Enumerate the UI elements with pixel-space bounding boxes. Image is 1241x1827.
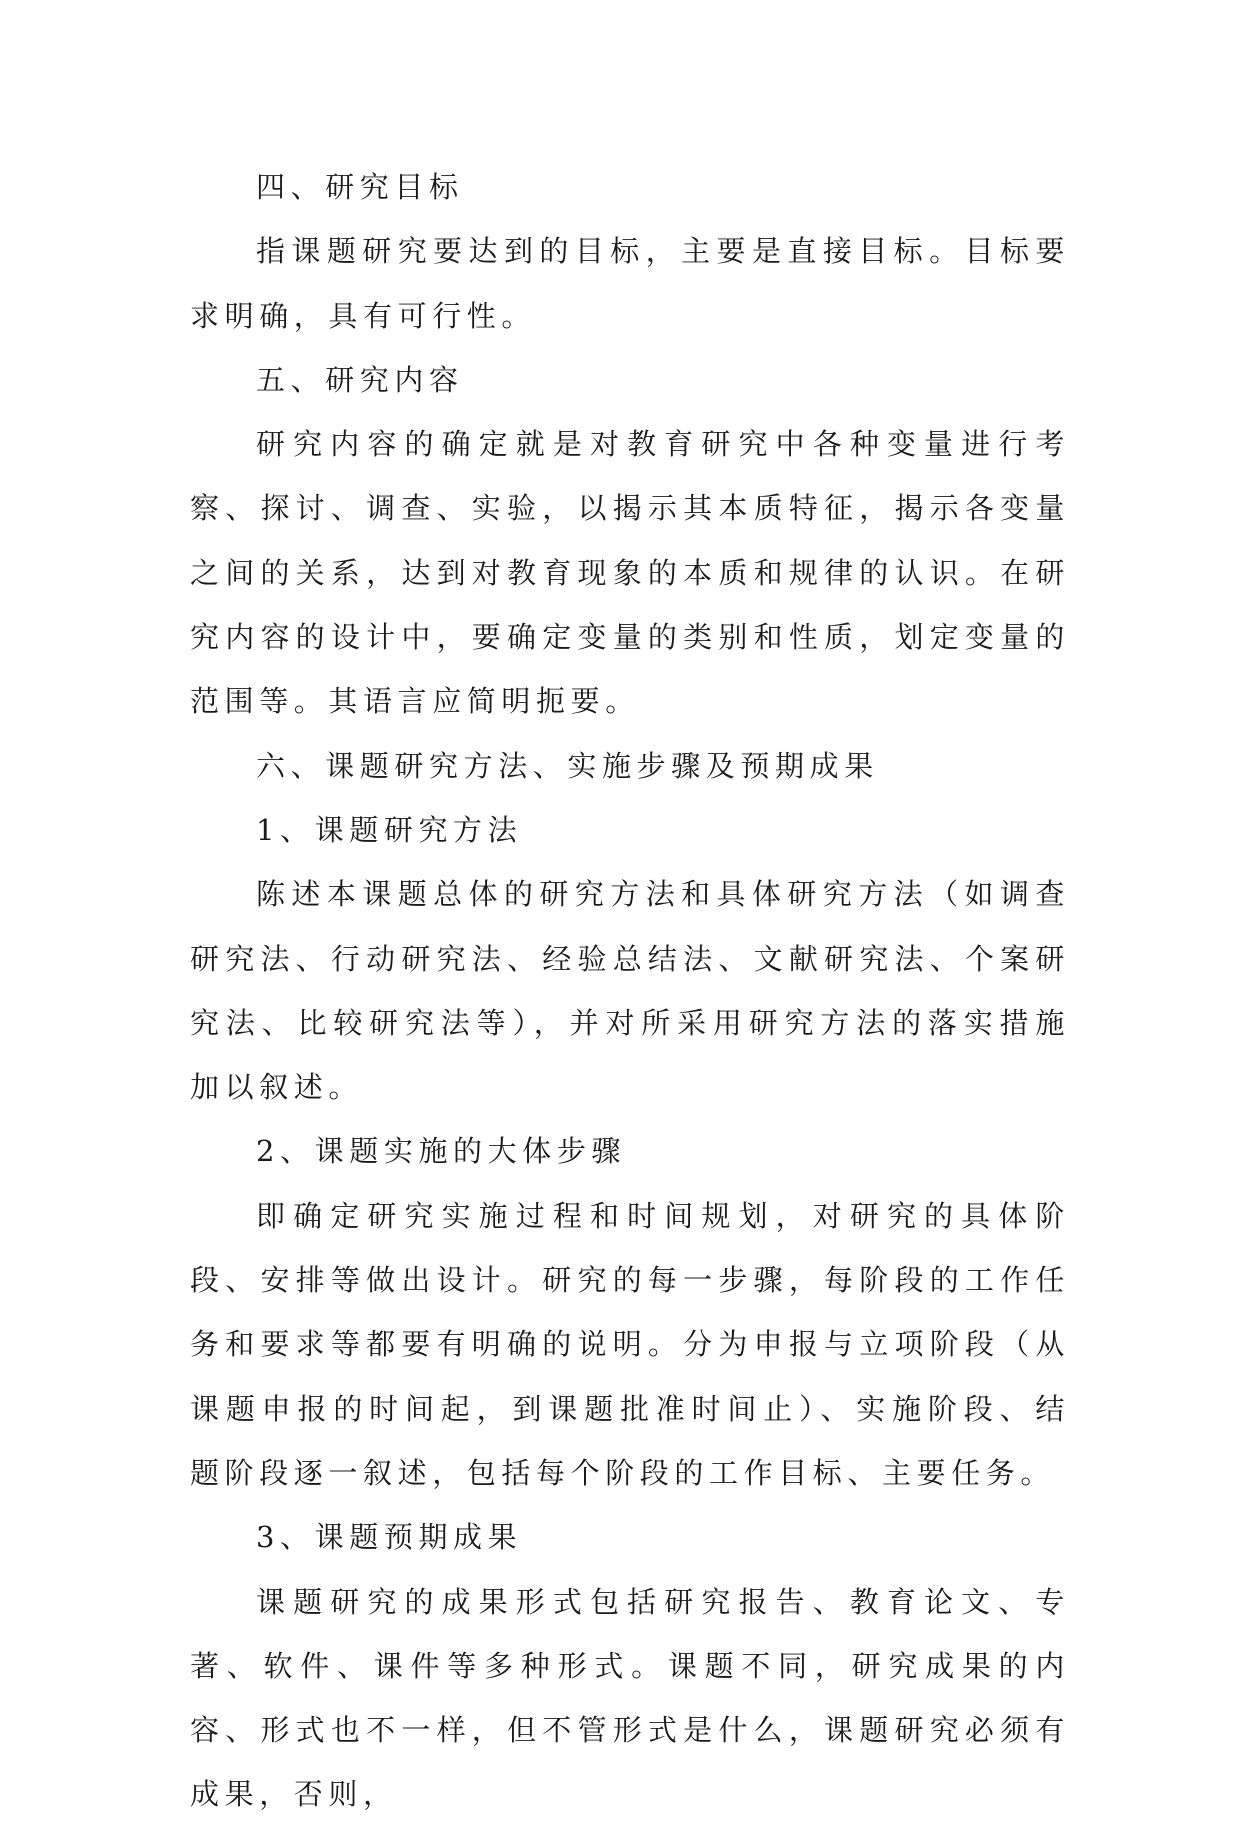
paragraph-research-goals: 指课题研究要达到的目标，主要是直接目标。目标要求明确，具有可行性。 [190,234,1070,333]
section-heading-research-content: 五、研究内容 [256,362,464,397]
paragraph-research-content: 研究内容的确定就是对教育研究中各种变量进行考察、探讨、调查、实验，以揭示其本质特征，揭示各变量之间的关系，达到对教育现象的本质和规律的认识。在研究内容的设计中，要确定变量的类别和性质，划定变量的范围等。其语言应简明扼要。 [190,427,1070,719]
paragraph-research-methods: 陈述本课题总体的研究方法和具体研究方法（如调查研究法、行动研究法、经验总结法、文献研究法、个案研究法、比较研究法等），并对所采用研究方法的落实措施加以叙述。 [190,877,1070,1105]
subheading-expected-results: 3、课题预期成果 [256,1520,523,1555]
section-heading-research-goals: 四、研究目标 [256,170,464,204]
subheading-implementation-steps: 2、课题实施的大体步骤 [256,1134,627,1169]
section-heading-methods-steps-results: 六、课题研究方法、实施步骤及预期成果 [256,748,879,783]
paragraph-implementation-steps: 即确定研究实施过程和时间规划，对研究的具体阶段、安排等做出设计。研究的每一步骤，每阶段的工作任务和要求等都要有明确的说明。分为申报与立项阶段（从课题申报的时间起，到课题批准时间止）、实施阶段、结题阶段逐一叙述，包括每个阶段的工作目标、主要任务。 [190,1198,1070,1490]
paragraph-expected-results: 课题研究的成果形式包括研究报告、教育论文、专著、软件、课件等多种形式。课题不同，研究成果的内容、形式也不一样，但不管形式是什么，课题研究必须有成果，否则， [190,1584,1070,1812]
subheading-research-methods: 1、课题研究方法 [256,812,523,847]
document-page [190,155,1070,1827]
